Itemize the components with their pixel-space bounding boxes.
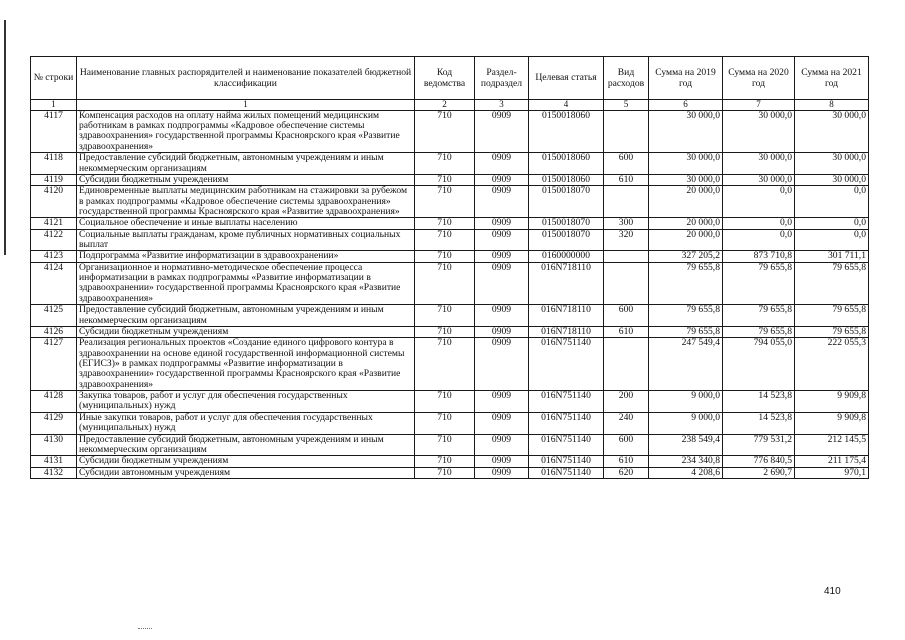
- header-section: Раздел-подраздел: [475, 57, 529, 100]
- row-sum-2021: 9 909,8: [795, 391, 869, 413]
- row-section: 0909: [475, 174, 529, 185]
- row-sum-2021: 30 000,0: [795, 174, 869, 185]
- row-section: 0909: [475, 391, 529, 413]
- row-expense-type: 320: [604, 229, 649, 251]
- header-name: Наименование главных распорядителей и наименование показателей бюджетной классификации: [77, 57, 415, 100]
- row-department-code: 710: [415, 186, 475, 218]
- row-sum-2020: 0,0: [723, 186, 795, 218]
- row-section: 0909: [475, 262, 529, 304]
- header-code: Код ведомства: [415, 57, 475, 100]
- table-row: [31, 186, 869, 218]
- row-name: Предоставление субсидий бюджетным, автономным учреждениям и иным некоммерческим организациям: [77, 434, 415, 456]
- table-row: [31, 434, 869, 456]
- row-name: Субсидии бюджетным учреждениям: [77, 174, 415, 185]
- row-department-code: 710: [415, 467, 475, 478]
- row-department-code: 710: [415, 229, 475, 251]
- row-section: 0909: [475, 338, 529, 391]
- table-row: [31, 467, 869, 478]
- row-number: 4120: [31, 186, 77, 218]
- row-sum-2019: 9 000,0: [649, 412, 723, 434]
- row-sum-2019: 9 000,0: [649, 391, 723, 413]
- row-section: 0909: [475, 467, 529, 478]
- row-number: 4128: [31, 391, 77, 413]
- row-sum-2020: 0,0: [723, 229, 795, 251]
- table-header: [31, 57, 869, 100]
- header-sum-2021: Сумма на 2021 год: [795, 57, 869, 100]
- row-department-code: 710: [415, 218, 475, 229]
- row-sum-2021: 9 909,8: [795, 412, 869, 434]
- row-name: Иные закупки товаров, работ и услуг для обеспечения государственных (муниципальных) нужд: [77, 412, 415, 434]
- row-department-code: 710: [415, 251, 475, 262]
- row-department-code: 710: [415, 110, 475, 152]
- row-expense-type: 300: [604, 218, 649, 229]
- row-number: 4125: [31, 305, 77, 327]
- row-department-code: 710: [415, 305, 475, 327]
- row-department-code: 710: [415, 174, 475, 185]
- row-sum-2020: 79 655,8: [723, 305, 795, 327]
- budget-table: [30, 56, 869, 479]
- row-sum-2019: 30 000,0: [649, 110, 723, 152]
- row-name: Реализация региональных проектов «Создание единого цифрового контура в здравоохранении на основе единой государственной информационной системы (ЕГИСЗ)» в рамках подпрограммы «Развитие информатизации в здравоохранении» государственной программы Красноярского края «Развитие здравоохранения»: [77, 338, 415, 391]
- row-target-article: 016N751140: [529, 467, 604, 478]
- row-target-article: 016N751140: [529, 338, 604, 391]
- row-expense-type: 610: [604, 456, 649, 467]
- row-sum-2019: 30 000,0: [649, 153, 723, 175]
- row-name: Социальные выплаты гражданам, кроме публичных нормативных социальных выплат: [77, 229, 415, 251]
- table-body: [31, 100, 869, 479]
- row-number: 4119: [31, 174, 77, 185]
- table-row: [31, 391, 869, 413]
- row-section: 0909: [475, 251, 529, 262]
- table-row: [31, 262, 869, 304]
- row-section: 0909: [475, 456, 529, 467]
- row-sum-2019: 79 655,8: [649, 326, 723, 337]
- row-sum-2019: 327 205,2: [649, 251, 723, 262]
- row-department-code: 710: [415, 412, 475, 434]
- row-expense-type: 200: [604, 391, 649, 413]
- row-sum-2021: 0,0: [795, 229, 869, 251]
- row-name: Субсидии автономным учреждениям: [77, 467, 415, 478]
- header-row-no: № строки: [31, 57, 77, 100]
- header-sum-2020: Сумма на 2020 год: [723, 57, 795, 100]
- row-sum-2020: 14 523,8: [723, 412, 795, 434]
- row-target-article: 016N718110: [529, 305, 604, 327]
- row-section: 0909: [475, 305, 529, 327]
- row-name: Субсидии бюджетным учреждениям: [77, 326, 415, 337]
- column-number: 2: [415, 100, 475, 111]
- row-number: 4117: [31, 110, 77, 152]
- row-target-article: 016N751140: [529, 391, 604, 413]
- row-expense-type: 600: [604, 434, 649, 456]
- row-number: 4126: [31, 326, 77, 337]
- row-sum-2020: 0,0: [723, 218, 795, 229]
- row-sum-2021: 79 655,8: [795, 305, 869, 327]
- row-section: 0909: [475, 229, 529, 251]
- table-row: [31, 218, 869, 229]
- row-number: 4131: [31, 456, 77, 467]
- row-sum-2020: 79 655,8: [723, 262, 795, 304]
- page-number: 410: [824, 586, 841, 597]
- row-expense-type: [604, 251, 649, 262]
- row-section: 0909: [475, 412, 529, 434]
- row-sum-2020: 2 690,7: [723, 467, 795, 478]
- row-expense-type: 610: [604, 174, 649, 185]
- row-sum-2021: 211 175,4: [795, 456, 869, 467]
- row-number: 4124: [31, 262, 77, 304]
- row-target-article: 016N751140: [529, 434, 604, 456]
- row-target-article: 0150018060: [529, 110, 604, 152]
- row-name: Предоставление субсидий бюджетным, автономным учреждениям и иным некоммерческим организациям: [77, 305, 415, 327]
- header-expense-type: Вид расходов: [604, 57, 649, 100]
- row-sum-2021: 30 000,0: [795, 153, 869, 175]
- row-sum-2020: 14 523,8: [723, 391, 795, 413]
- row-number: 4130: [31, 434, 77, 456]
- row-number: 4122: [31, 229, 77, 251]
- table-row: [31, 110, 869, 152]
- row-name: Подпрограмма «Развитие информатизации в здравоохранении»: [77, 251, 415, 262]
- row-number: 4127: [31, 338, 77, 391]
- column-number: 1: [77, 100, 415, 111]
- row-section: 0909: [475, 326, 529, 337]
- row-sum-2019: 20 000,0: [649, 186, 723, 218]
- row-name: Предоставление субсидий бюджетным, автономным учреждениям и иным некоммерческим организациям: [77, 153, 415, 175]
- row-sum-2021: 79 655,8: [795, 262, 869, 304]
- row-sum-2021: 30 000,0: [795, 110, 869, 152]
- column-number: 6: [649, 100, 723, 111]
- row-target-article: 016N751140: [529, 412, 604, 434]
- scan-artifact: [138, 628, 152, 632]
- header-article: Целевая статья: [529, 57, 604, 100]
- table-row: [31, 174, 869, 185]
- row-expense-type: [604, 338, 649, 391]
- row-sum-2021: 212 145,5: [795, 434, 869, 456]
- row-sum-2019: 238 549,4: [649, 434, 723, 456]
- row-section: 0909: [475, 186, 529, 218]
- row-expense-type: [604, 110, 649, 152]
- row-department-code: 710: [415, 326, 475, 337]
- row-target-article: 0150018060: [529, 174, 604, 185]
- row-sum-2019: 20 000,0: [649, 218, 723, 229]
- table-row: [31, 153, 869, 175]
- row-sum-2021: 301 711,1: [795, 251, 869, 262]
- row-target-article: 0150018060: [529, 153, 604, 175]
- row-sum-2020: 30 000,0: [723, 153, 795, 175]
- row-sum-2020: 873 710,8: [723, 251, 795, 262]
- column-number: 5: [604, 100, 649, 111]
- row-expense-type: [604, 262, 649, 304]
- row-sum-2019: 234 340,8: [649, 456, 723, 467]
- scan-margin-line: [4, 20, 6, 255]
- row-expense-type: 600: [604, 153, 649, 175]
- row-name: Единовременные выплаты медицинским работникам на стажировки за рубежом в рамках подпрограммы «Кадровое обеспечение системы здравоохранения» государственной программы Красноярского края «Развитие здравоохранения»: [77, 186, 415, 218]
- table-row: [31, 326, 869, 337]
- row-sum-2019: 4 208,6: [649, 467, 723, 478]
- row-target-article: 0160000000: [529, 251, 604, 262]
- row-sum-2019: 247 549,4: [649, 338, 723, 391]
- column-numbers-row: [31, 100, 869, 111]
- row-name: Закупка товаров, работ и услуг для обеспечения государственных (муниципальных) нужд: [77, 391, 415, 413]
- header-sum-2019: Сумма на 2019 год: [649, 57, 723, 100]
- row-expense-type: 240: [604, 412, 649, 434]
- column-number: 7: [723, 100, 795, 111]
- table-row: [31, 251, 869, 262]
- row-target-article: 016N718110: [529, 262, 604, 304]
- row-department-code: 710: [415, 153, 475, 175]
- column-number: 8: [795, 100, 869, 111]
- row-sum-2019: 79 655,8: [649, 305, 723, 327]
- row-expense-type: 610: [604, 326, 649, 337]
- row-target-article: 016N718110: [529, 326, 604, 337]
- column-number: 3: [475, 100, 529, 111]
- table-row: [31, 229, 869, 251]
- row-name: Социальное обеспечение и иные выплаты населению: [77, 218, 415, 229]
- row-sum-2020: 779 531,2: [723, 434, 795, 456]
- row-sum-2019: 30 000,0: [649, 174, 723, 185]
- row-name: Организационное и нормативно-методическое обеспечение процесса информатизации в рамках подпрограммы «Развитие информатизации в здравоохранении» государственной программы Красноярского края «Развитие здравоохранения»: [77, 262, 415, 304]
- row-department-code: 710: [415, 262, 475, 304]
- row-sum-2021: 0,0: [795, 218, 869, 229]
- table-row: [31, 305, 869, 327]
- row-expense-type: [604, 186, 649, 218]
- row-number: 4132: [31, 467, 77, 478]
- row-number: 4129: [31, 412, 77, 434]
- table-row: [31, 338, 869, 391]
- row-name: Компенсация расходов на оплату найма жилых помещений медицинским работникам в рамках подпрограммы «Кадровое обеспечение системы здравоохранения» государственной программы Красноярского края «Развитие здравоохранения»: [77, 110, 415, 152]
- row-target-article: 016N751140: [529, 456, 604, 467]
- row-sum-2019: 20 000,0: [649, 229, 723, 251]
- row-department-code: 710: [415, 456, 475, 467]
- row-target-article: 0150018070: [529, 229, 604, 251]
- row-target-article: 0150018070: [529, 186, 604, 218]
- row-target-article: 0150018070: [529, 218, 604, 229]
- row-sum-2020: 30 000,0: [723, 174, 795, 185]
- row-department-code: 710: [415, 391, 475, 413]
- row-department-code: 710: [415, 434, 475, 456]
- table-row: [31, 412, 869, 434]
- row-expense-type: 620: [604, 467, 649, 478]
- row-number: 4118: [31, 153, 77, 175]
- row-sum-2020: 794 055,0: [723, 338, 795, 391]
- row-sum-2021: 79 655,8: [795, 326, 869, 337]
- row-expense-type: 600: [604, 305, 649, 327]
- row-sum-2021: 222 055,3: [795, 338, 869, 391]
- row-sum-2020: 30 000,0: [723, 110, 795, 152]
- row-number: 4123: [31, 251, 77, 262]
- row-sum-2021: 0,0: [795, 186, 869, 218]
- row-sum-2020: 79 655,8: [723, 326, 795, 337]
- row-name: Субсидии бюджетным учреждениям: [77, 456, 415, 467]
- row-sum-2021: 970,1: [795, 467, 869, 478]
- table-row: [31, 456, 869, 467]
- row-section: 0909: [475, 218, 529, 229]
- row-section: 0909: [475, 153, 529, 175]
- row-department-code: 710: [415, 338, 475, 391]
- column-number: 4: [529, 100, 604, 111]
- row-section: 0909: [475, 110, 529, 152]
- row-sum-2020: 776 840,5: [723, 456, 795, 467]
- row-section: 0909: [475, 434, 529, 456]
- row-number: 4121: [31, 218, 77, 229]
- row-sum-2019: 79 655,8: [649, 262, 723, 304]
- column-number: 1: [31, 100, 77, 111]
